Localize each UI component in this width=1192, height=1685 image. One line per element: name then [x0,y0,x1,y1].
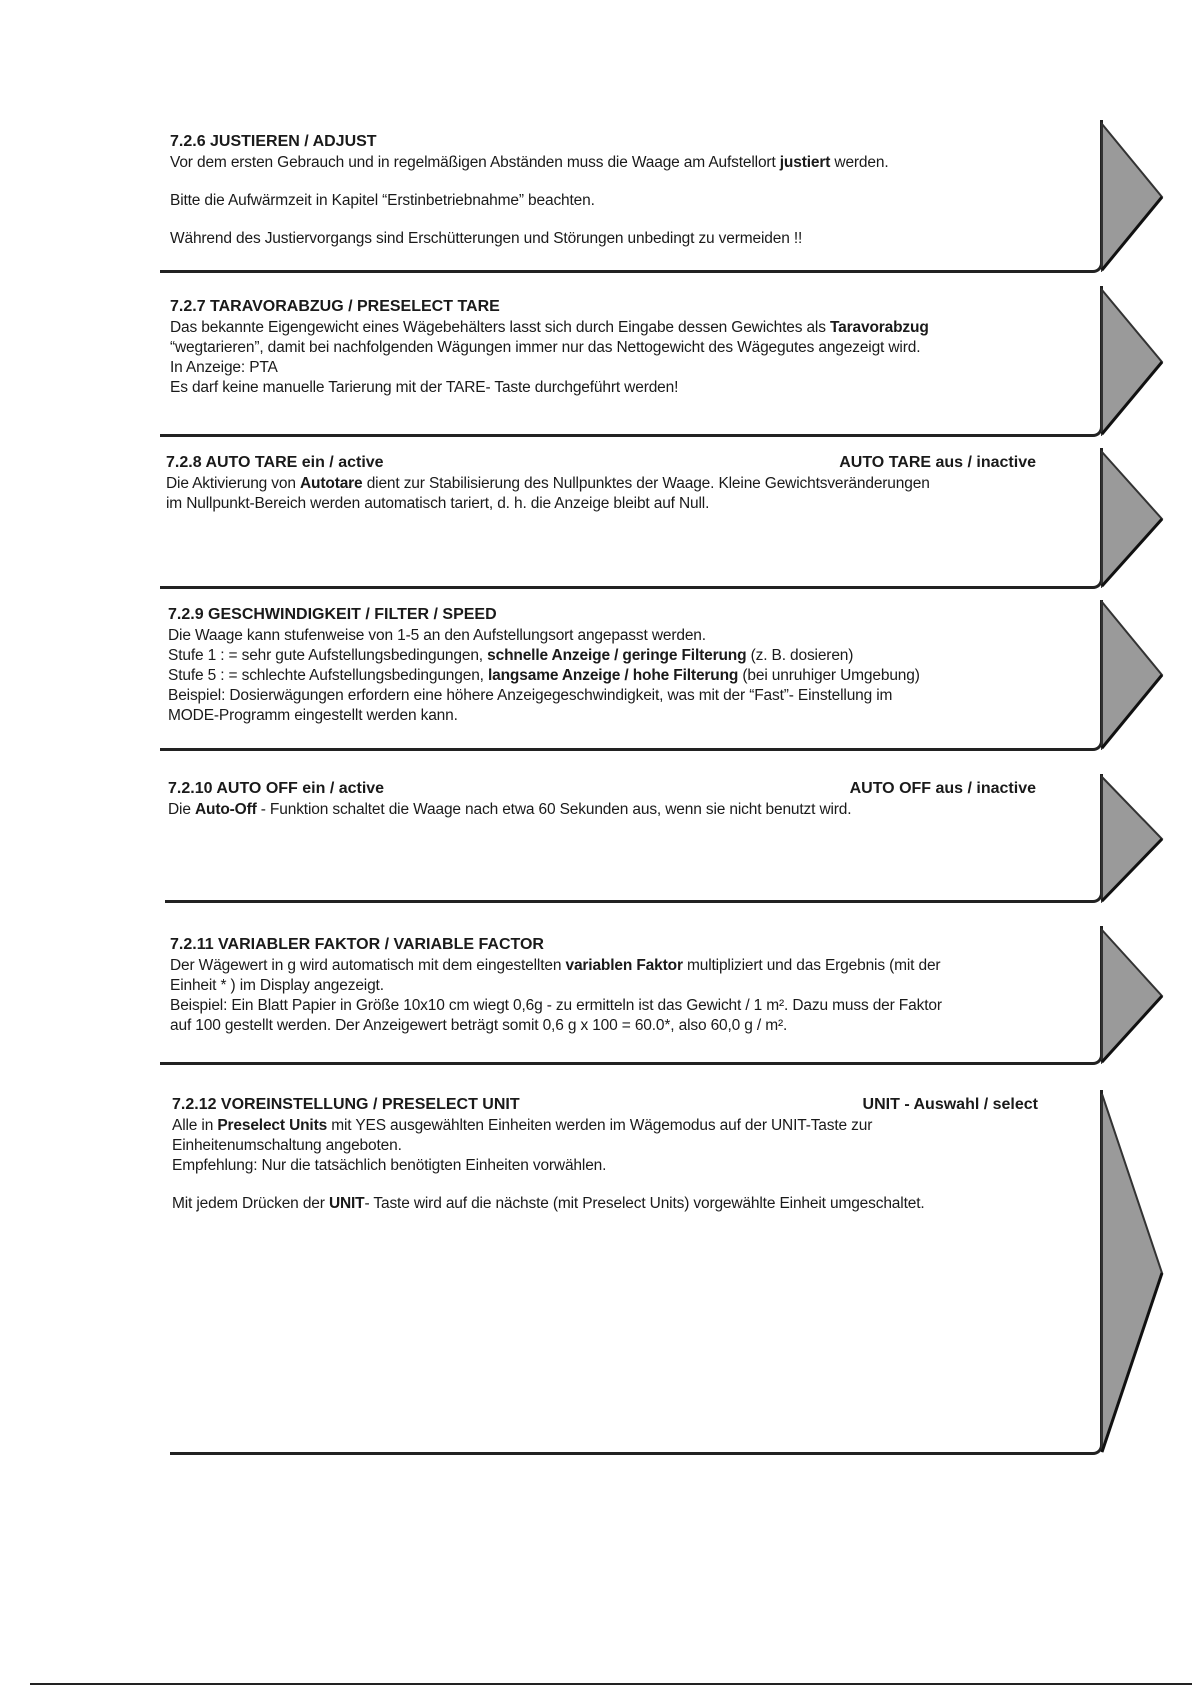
text-segment: Alle in [172,1117,218,1134]
section-7-2-6 [170,131,1070,249]
section-heading [172,1094,1038,1116]
text-segment: - Funktion schaltet die Waage nach etwa 60 Sekunden aus, wenn sie nicht benutzt wird. [256,801,852,818]
heading-left: 7.2.7 TARAVORABZUG / PRESELECT TARE [170,298,500,315]
text-segment: Einheit * ) im Display angezeigt. [170,977,384,994]
section-body [170,956,1080,1036]
paragraph-gap [172,1176,1038,1194]
text-line [166,494,1036,514]
text-segment: Vor dem ersten Gebrauch und in regelmäßigen Abständen muss die Waage am Aufstellort [170,154,780,171]
text-line [170,153,1070,173]
text-segment: “wegtarieren”, damit bei nachfolgenden Wägungen immer nur das Nettogewicht des Wägegutes angezeigt wird. [170,339,921,356]
bold-text: Auto-Off [194,801,257,818]
text-segment: Stufe 5 : = schlechte Aufstellungsbedingungen, [168,667,488,684]
text-line [168,800,1036,820]
section-7-2-9 [168,604,1068,726]
bold-text: Preselect Units [217,1117,328,1134]
bold-text: justiert [779,154,831,171]
text-segment: multipliziert und das Ergebnis (mit der [682,957,941,974]
section-7-2-12 [172,1094,1038,1214]
heading-right: UNIT - Auswahl / select [862,1096,1038,1113]
bold-text: Taravorabzug [829,319,929,336]
text-line [168,646,1068,666]
text-line [170,358,1080,378]
text-segment: Das bekannte Eigengewicht eines Wägebehälters lasst sich durch Eingabe dessen Gewichtes als [170,319,830,336]
text-line [170,976,1080,996]
arrow-right-icon [1100,928,1166,1064]
bold-text: Autotare [300,475,363,492]
text-line [168,686,1068,706]
text-segment: In Anzeige: PTA [170,359,278,376]
text-line [170,229,1070,249]
arrow-right-icon [1100,600,1166,750]
text-line [170,1016,1080,1036]
section-body [166,474,1036,514]
heading-left: 7.2.11 VARIABLER FAKTOR / VARIABLE FACTOR [170,936,544,953]
arrow-right-icon [1100,288,1166,436]
text-segment: Einheitenumschaltung angeboten. [172,1137,402,1154]
section-heading [168,604,1068,626]
bold-text: langsame Anzeige / hohe Filterung [487,667,739,684]
section-7-2-11 [170,934,1080,1036]
section-7-2-8 [166,452,1036,514]
text-segment: Stufe 1 : = sehr gute Aufstellungsbedingungen, [168,647,488,664]
section-7-2-10 [168,778,1036,820]
section-body [168,626,1068,726]
section-body [170,153,1070,249]
text-segment: im Nullpunkt-Bereich werden automatisch tariert, d. h. die Anzeige bleibt auf Null. [166,495,710,512]
text-segment: (z. B. dosieren) [746,647,854,664]
paragraph-gap [170,211,1070,229]
text-segment: auf 100 gestellt werden. Der Anzeigewert beträgt somit 0,6 g x 100 = 60.0*, also 60,0 g / m². [170,1017,788,1034]
text-line [166,474,1036,494]
section-heading [170,296,1080,318]
text-segment: - Taste wird auf die nächste (mit Preselect Units) vorgewählte Einheit umgeschaltet. [364,1195,925,1212]
bold-text: schnelle Anzeige / geringe Filterung [487,647,747,664]
paragraph-gap [170,173,1070,191]
arrow-right-icon [1100,122,1166,272]
text-line [170,996,1080,1016]
text-segment: Empfehlung: Nur die tatsächlich benötigten Einheiten vorwählen. [172,1157,607,1174]
section-heading [170,131,1070,153]
bold-text: variablen Faktor [565,957,683,974]
text-line [168,706,1068,726]
text-segment: Bitte die Aufwärmzeit in Kapitel “Erstinbetriebnahme” beachten. [170,192,595,209]
text-line [170,318,1080,338]
text-segment: Der Wägewert in g wird automatisch mit dem eingestellten [170,957,566,974]
text-segment: dient zur Stabilisierung des Nullpunktes der Waage. Kleine Gewichtsveränderungen [362,475,930,492]
text-segment: Die Waage kann stufenweise von 1-5 an den Aufstellungsort angepasst werden. [168,627,706,644]
heading-left: 7.2.6 JUSTIEREN / ADJUST [170,133,377,150]
text-segment: Beispiel: Ein Blatt Papier in Größe 10x10 cm wiegt 0,6g - zu ermitteln ist das Gewicht / 1 m². Dazu muss der Faktor [170,997,942,1014]
text-line [170,956,1080,976]
text-segment: Es darf keine manuelle Tarierung mit der TARE- Taste durchgeführt werden! [170,379,679,396]
arrow-right-icon [1100,1092,1166,1454]
text-segment: Die Aktivierung von [166,475,300,492]
text-segment: Während des Justiervorgangs sind Erschütterungen und Störungen unbedingt zu vermeiden !! [170,230,803,247]
text-line [168,626,1068,646]
text-segment: Die [168,801,195,818]
text-segment: (bei unruhiger Umgebung) [738,667,920,684]
text-segment: Mit jedem Drücken der [172,1195,329,1212]
text-line [172,1156,1038,1176]
section-body [168,800,1036,820]
text-segment: werden. [830,154,889,171]
text-segment: mit YES ausgewählten Einheiten werden im Wägemodus auf der UNIT-Taste zur [327,1117,873,1134]
heading-left: 7.2.8 AUTO TARE ein / active [166,454,384,471]
arrow-right-icon [1100,775,1166,903]
heading-right: AUTO TARE aus / inactive [839,454,1036,471]
text-line [170,378,1080,398]
text-segment: Beispiel: Dosierwägungen erfordern eine höhere Anzeigegeschwindigkeit, was mit der “Fast”- Einstellung im [168,687,893,704]
heading-right: AUTO OFF aus / inactive [849,780,1036,797]
text-line [172,1136,1038,1156]
text-line [170,338,1080,358]
section-body [170,318,1080,398]
text-segment: MODE-Programm eingestellt werden kann. [168,707,458,724]
bold-text: UNIT [328,1195,365,1212]
text-line [170,191,1070,211]
text-line [168,666,1068,686]
section-7-2-7 [170,296,1080,398]
heading-left: 7.2.10 AUTO OFF ein / active [168,780,385,797]
heading-left: 7.2.12 VOREINSTELLUNG / PRESELECT UNIT [172,1096,520,1113]
section-heading [170,934,1080,956]
heading-left: 7.2.9 GESCHWINDIGKEIT / FILTER / SPEED [168,606,497,623]
section-body [172,1116,1038,1214]
section-heading [168,778,1036,800]
text-line [172,1194,1038,1214]
arrow-right-icon [1100,450,1166,588]
section-heading [166,452,1036,474]
text-line [172,1116,1038,1136]
